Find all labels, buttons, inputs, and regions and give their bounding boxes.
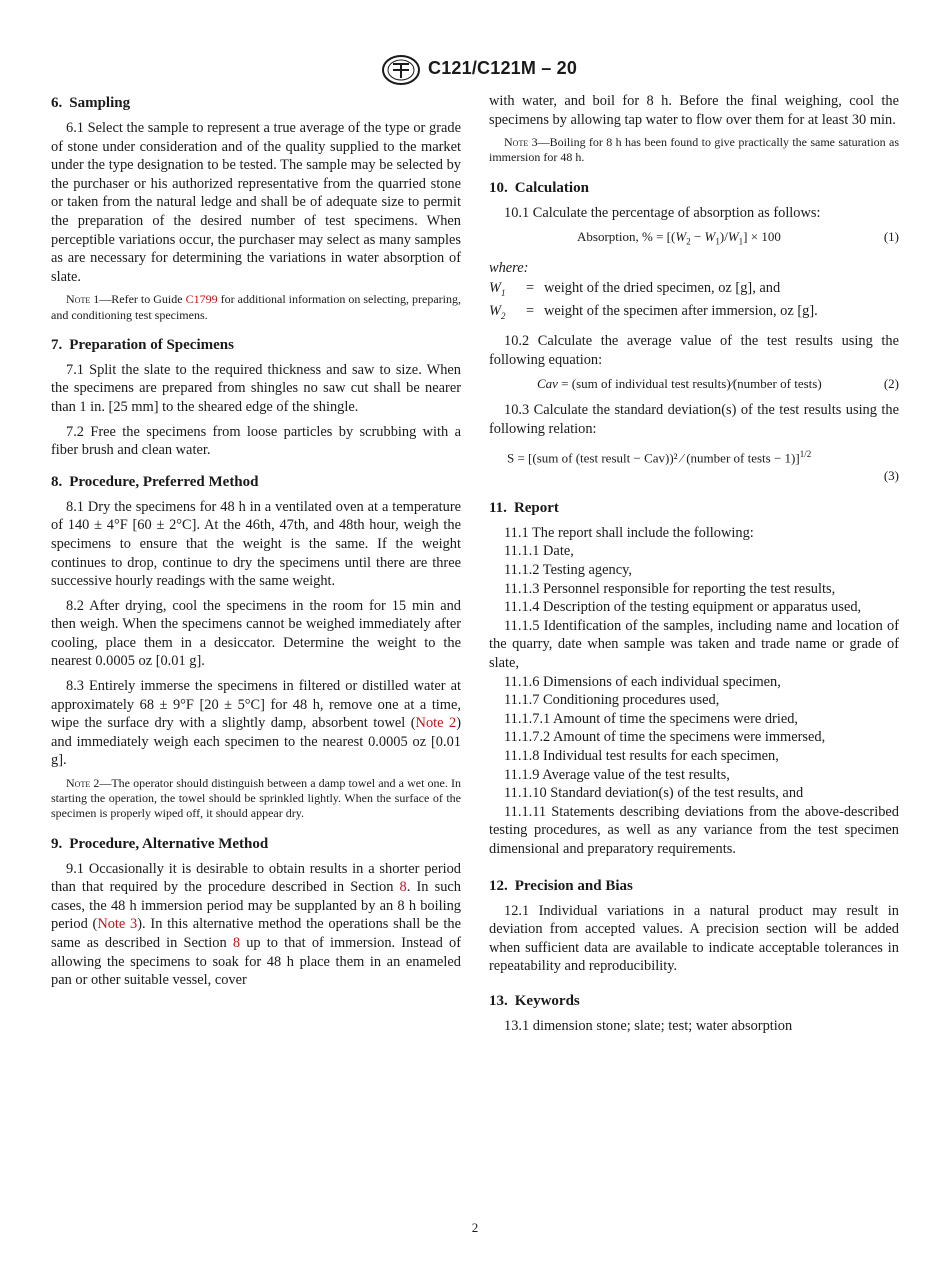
report-item: 11.1.9 Average value of the test results, [504, 766, 730, 783]
equation-2: Cav = (sum of individual test results)⁄(number of tests) (2) [537, 376, 899, 392]
section-6-heading: 6. Sampling [51, 95, 131, 111]
link-note-2[interactable]: Note 2 [415, 715, 457, 732]
definition-w2: $W_2$ = weight of the specimen after immersion, oz [g]. [489, 303, 818, 322]
section-12-heading: 12. Precision and Bias [489, 877, 633, 894]
report-item: 11.1.6 Dimensions of each individual specimen, [504, 673, 781, 690]
report-item: 11.1.7.2 Amount of time the specimens were immersed, [504, 729, 826, 746]
paragraph-6-1: 6.1 Select the sample to represent a true average of the type or grade of stone under consideration and of the quality supplied to the market under the type designation to be tested. The sample may be selected by the purchaser or his authorized representative from the quarried stone or taken from the natural ledge and shall be of adequate size to permit the preparation of the desired number of test specimens. When perceptible variations occur, the purchaser may select as many samples as are necessary for determining the variations in water absorption of slate. [51, 120, 461, 285]
report-item: 11.1.1 Date, [504, 543, 574, 560]
section-11-heading: 11. Report [489, 499, 559, 516]
report-item: 11.1.7.1 Amount of time the specimens were dried, [504, 710, 799, 727]
astm-logo [381, 54, 421, 86]
left-column [51, 92, 461, 996]
link-section-8[interactable]: 8 [399, 879, 407, 896]
report-list [489, 524, 899, 859]
report-item: 11.1.8 Individual test results for each specimen, [504, 747, 779, 764]
section-13-heading: 13. Keywords [489, 992, 580, 1009]
equation-1-number: (1) [883, 229, 899, 245]
report-item: 11.1.2 Testing agency, [504, 562, 632, 579]
note-2: Note 2—The operator should distinguish between a damp towel and a wet one. In starting the operation, the towel should be sprinkled lightly. When the surface of the specimen is properly wiped off, it should appear dry. [51, 776, 461, 821]
page-number: 2 [471, 1220, 479, 1235]
variable-definitions [489, 279, 899, 325]
paragraph-9-1-continued: with water, and boil for 8 h. Before the final weighing, cool the specimens by allowing tap water to flow over them for at least 30 min. [489, 93, 899, 128]
paragraph-10-3: 10.3 Calculate the standard deviation(s) of the test results using the following relation: [489, 402, 899, 437]
equation-1: Absorption, % = $[(W_2 - W_1)/W_1] \times 100$ (1) [577, 229, 899, 247]
section-7-heading: 7. Preparation of Specimens [51, 336, 234, 353]
report-item: 11.1 The report shall include the following: [504, 524, 754, 541]
link-note-3[interactable]: Note 3 [97, 916, 138, 933]
equation-1-label: Absorption, % = [577, 229, 667, 245]
paragraph-7-2: 7.2 Free the specimens from loose particles by scrubbing with a fiber brush and clean water. [51, 423, 461, 459]
paragraph-8-1: 8.1 Dry the specimens for 48 h in a ventilated oven at a temperature of 140 ± 4°F [60 ± 2°C]. At the 46th, 47th, and 48th hour, weigh the specimens to ensure that the weight is the same. If the weight continues to drop, continue to dry the specimens until there are three successive hourly readings with the same weight. [51, 498, 461, 590]
section-10-heading: 10. Calculation [489, 179, 589, 196]
note-3: Note 3—Boiling for 8 h has been found to give practically the same saturation as immersion for 48 h. [489, 135, 900, 165]
report-item: 11.1.3 Personnel responsible for reporting the test results, [504, 580, 836, 597]
report-item: 11.1.10 Standard deviation(s) of the test results, and [504, 785, 804, 802]
paragraph-8-3: 8.3 Entirely immerse the specimens in filtered or distilled water at approximately 68 ± 9°F [20 ± 5°C] for 48 h, remove one at a time, wipe the surface dry with a slightly damp, absorbent towel (Note 2) and immediately weigh each specimen to the nearest 0.0005 oz [0.01 g]. [51, 678, 461, 769]
link-c1799[interactable]: C1799 [185, 292, 218, 307]
paragraph-9-1: 9.1 Occasionally it is desirable to obtain results in a shorter period than that required by the procedure described in Section 8. In such cases, the 48 h immersion period may be supplanted by an 8 h boiling period (Note 3). In this alternative method the operations shall be the same as described in Section 8 up to that of immersion. Instead of allowing the specimens to soak for 48 h place them in an enameled pan or other suitable vessel, cover [51, 860, 461, 989]
document-designation: C121/C121M – 20 [428, 58, 578, 78]
report-item: 11.1.7 Conditioning procedures used, [504, 692, 720, 709]
definition-w1: $W_1$ = weight of the dried specimen, oz [g], and [489, 280, 781, 299]
page-header [0, 54, 950, 86]
paragraph-13-1: 13.1 dimension stone; slate; test; water absorption [504, 1017, 793, 1034]
paragraph-12-1: 12.1 Individual variations in a natural product may result in deviation from accepted values. A precision section will be added when sufficient data are available to indicate acceptable tolerances in repeatability and reproducibility. [489, 902, 899, 975]
section-8-heading: 8. Procedure, Preferred Method [51, 473, 259, 490]
report-item: 11.1.11 Statements describing deviations from the above-described testing procedures, as well as any variance from the test specimen dimensional and preparatory requirements. [489, 803, 899, 857]
report-item: 11.1.5 Identification of the samples, including name and location of the quarry, date when sample was taken and trade name or grade of slate, [489, 617, 899, 671]
link-section-8[interactable]: 8 [232, 935, 241, 952]
paragraph-10-1: 10.1 Calculate the percentage of absorption as follows: [504, 204, 821, 221]
paragraph-8-2: 8.2 After drying, cool the specimens in the room for 15 min and then weigh. When the specimens cannot be weighed immediately after cooling, place them in a desiccator. Determine the weight to the nearest 0.0005 oz [0.01 g]. [51, 597, 461, 670]
equation-3: S = [(sum of (test result − Cav))² ⁄ (number of tests − 1)]$^{1/2}$ (3) [489, 445, 899, 485]
where-label: where: [489, 259, 529, 276]
equation-3-number: (3) [883, 467, 899, 483]
note-1: Note 1—Refer to Guide C1799 for additional information on selecting, preparing, and conditioning test specimens. [51, 292, 462, 322]
right-column [489, 92, 899, 1041]
equation-2-number: (2) [883, 376, 899, 392]
section-9-heading: 9. Procedure, Alternative Method [51, 835, 269, 852]
report-item: 11.1.4 Description of the testing equipment or apparatus used, [504, 599, 862, 616]
paragraph-10-2: 10.2 Calculate the average value of the test results using the following equation: [489, 333, 899, 368]
paragraph-7-1: 7.1 Split the slate to the required thickness and saw to size. When the specimens are prepared from shingles no saw cut shall be nearer than 1 in. [25 mm] to the sheared edge of the shingle. [51, 361, 461, 415]
